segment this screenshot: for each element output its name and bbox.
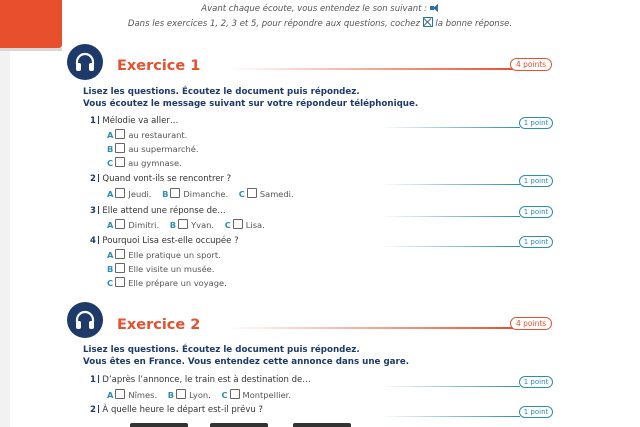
ex1-q3-option-b[interactable] xyxy=(170,219,214,230)
option-letter: C xyxy=(221,390,228,400)
exercise-2-title: Exercice 2 xyxy=(117,317,201,333)
option-text: Jeudi. xyxy=(128,189,152,199)
ex1-q1-option-b[interactable] xyxy=(107,143,198,154)
question-number: 1 xyxy=(90,116,96,126)
checkbox[interactable] xyxy=(115,157,125,167)
ex1-q1-option-a[interactable] xyxy=(107,129,187,140)
option-text: Montpellier. xyxy=(242,390,291,400)
option-text: au supermarché. xyxy=(128,144,199,154)
ex1-q2-option-a[interactable] xyxy=(107,188,151,199)
ex1-q2-option-c[interactable] xyxy=(239,188,294,199)
option-text: au gymnase. xyxy=(128,158,182,168)
question-separator xyxy=(98,236,100,244)
option-text: Dimanche. xyxy=(183,189,229,199)
intro-line-2-before: Dans les exercices 1, 2, 3 et 5, pour répondre aux questions, cochez xyxy=(127,19,420,29)
question-number: 2 xyxy=(90,405,96,415)
option-letter: B xyxy=(107,264,114,274)
option-text: Dimitri. xyxy=(128,220,160,230)
cut-off-option-bar xyxy=(130,423,188,427)
ex1-q2-points: 1 point xyxy=(519,175,553,187)
ex1-q3-option-a[interactable] xyxy=(107,219,159,230)
ex1-q2-option-b[interactable] xyxy=(162,188,228,199)
ex1-q4-option-a[interactable] xyxy=(107,249,221,260)
cut-off-option-bar xyxy=(210,423,268,427)
ex1-q3-points: 1 point xyxy=(519,206,553,218)
question-separator xyxy=(98,174,100,182)
option-letter: B xyxy=(107,144,114,154)
ex1-q1-line xyxy=(380,127,520,128)
ex2-q1-line xyxy=(380,386,520,387)
question-text: Mélodie va aller… xyxy=(102,116,179,126)
cut-off-option-bar xyxy=(293,423,351,427)
option-letter: B xyxy=(169,220,177,230)
ex2-q1-option-c[interactable] xyxy=(221,389,291,400)
checkbox[interactable] xyxy=(115,143,125,153)
checkbox[interactable] xyxy=(233,219,243,229)
question-text: Quand vont-ils se rencontrer ? xyxy=(102,174,232,184)
ex1-question-1 xyxy=(90,116,178,126)
ex2-q2-points: 1 point xyxy=(519,406,553,418)
option-letter: C xyxy=(224,220,231,230)
exercise-2-points-badge: 4 points xyxy=(510,317,552,330)
ex2-question-2 xyxy=(90,405,263,415)
intro-line-1 xyxy=(0,4,640,14)
option-text: Yvan. xyxy=(191,220,215,230)
option-letter: C xyxy=(107,158,114,168)
ex2-q1-option-a[interactable] xyxy=(107,389,157,400)
checkbox[interactable] xyxy=(115,263,125,273)
ex1-q2-line xyxy=(380,184,520,185)
headphones-icon xyxy=(67,44,103,80)
question-number: 1 xyxy=(90,375,96,385)
exercise-1-instruction-2: Vous écoutez le message suivant sur votre répondeur téléphonique. xyxy=(83,99,419,109)
checkbox[interactable] xyxy=(247,188,257,198)
ex2-q1-points: 1 point xyxy=(519,376,553,388)
headphones-icon xyxy=(67,302,103,338)
checkbox[interactable] xyxy=(230,389,240,399)
question-text: À quelle heure le départ est-il prévu ? xyxy=(102,405,263,415)
exercise-1-instruction-1: Lisez les questions. Écoutez le document puis répondez. xyxy=(83,87,360,97)
option-letter: A xyxy=(107,390,114,400)
ex2-q2-line xyxy=(380,416,520,417)
checkbox[interactable] xyxy=(176,389,186,399)
question-text: Pourquoi Lisa est-elle occupée ? xyxy=(102,236,239,246)
ex1-q4-line xyxy=(380,246,520,247)
page-edge-strip xyxy=(0,0,10,427)
ex1-q1-points: 1 point xyxy=(519,117,553,129)
option-letter: A xyxy=(107,130,114,140)
option-text: Lyon. xyxy=(189,390,211,400)
checkbox[interactable] xyxy=(178,219,188,229)
intro-line-2 xyxy=(0,17,640,29)
checkbox[interactable] xyxy=(115,249,125,259)
exercise-1-divider xyxy=(230,68,515,70)
option-letter: C xyxy=(238,189,245,199)
question-separator xyxy=(98,405,100,413)
ex1-q3-line xyxy=(380,216,520,217)
option-text: au restaurant. xyxy=(128,130,188,140)
exercise-1-title: Exercice 1 xyxy=(117,58,201,74)
checkbox[interactable] xyxy=(170,188,180,198)
question-separator xyxy=(98,116,100,124)
question-number: 4 xyxy=(90,236,96,246)
red-tab-shadow xyxy=(0,48,62,51)
checkbox[interactable] xyxy=(115,277,125,287)
ex2-question-1 xyxy=(90,375,311,385)
option-text: Samedi. xyxy=(259,189,294,199)
checkbox[interactable] xyxy=(115,389,125,399)
option-letter: B xyxy=(167,390,175,400)
question-text: Elle attend une réponse de… xyxy=(102,206,226,216)
exercise-2-instruction-1: Lisez les questions. Écoutez le document puis répondez. xyxy=(83,345,360,355)
ex1-q4-option-c[interactable] xyxy=(107,277,227,288)
ex1-question-3 xyxy=(90,206,226,216)
ex1-q3-options-row xyxy=(107,219,273,230)
option-letter: A xyxy=(107,250,114,260)
ex1-question-2 xyxy=(90,174,231,184)
option-text: Lisa. xyxy=(245,220,265,230)
exercise-2-divider xyxy=(230,327,515,329)
question-separator xyxy=(98,206,100,214)
question-number: 3 xyxy=(90,206,96,216)
question-number: 2 xyxy=(90,174,96,184)
ex2-q1-options-row xyxy=(107,389,299,400)
option-letter: A xyxy=(107,220,114,230)
intro-line-2-after: la bonne réponse. xyxy=(435,19,513,29)
checkbox[interactable] xyxy=(115,188,125,198)
option-text: Elle visite un musée. xyxy=(128,264,215,274)
option-letter: B xyxy=(162,189,169,199)
ex1-question-4 xyxy=(90,236,239,246)
intro-line-1-text: Avant chaque écoute, vous entendez le son suivant : xyxy=(201,4,428,14)
question-separator xyxy=(98,375,100,383)
option-letter: C xyxy=(107,278,114,288)
ex1-q1-option-c[interactable] xyxy=(107,157,182,168)
checkbox[interactable] xyxy=(115,129,125,139)
ex1-q2-options-row xyxy=(107,188,302,199)
checked-box-icon xyxy=(423,17,433,27)
checkbox[interactable] xyxy=(115,219,125,229)
ex1-q3-option-c[interactable] xyxy=(225,219,265,230)
ex1-q4-points: 1 point xyxy=(519,236,553,248)
option-text: Elle pratique un sport. xyxy=(128,250,221,260)
exercise-1-points-badge: 4 points xyxy=(510,58,552,71)
ex1-q4-option-b[interactable] xyxy=(107,263,214,274)
ex2-q1-option-b[interactable] xyxy=(168,389,211,400)
question-text: D’après l’annonce, le train est à destination de… xyxy=(102,375,311,385)
exercise-2-instruction-2: Vous êtes en France. Vous entendez cette annonce dans une gare. xyxy=(83,357,410,367)
speaker-icon xyxy=(430,4,439,12)
option-text: Elle prépare un voyage. xyxy=(128,278,227,288)
option-letter: A xyxy=(107,189,114,199)
option-text: Nîmes. xyxy=(128,390,158,400)
